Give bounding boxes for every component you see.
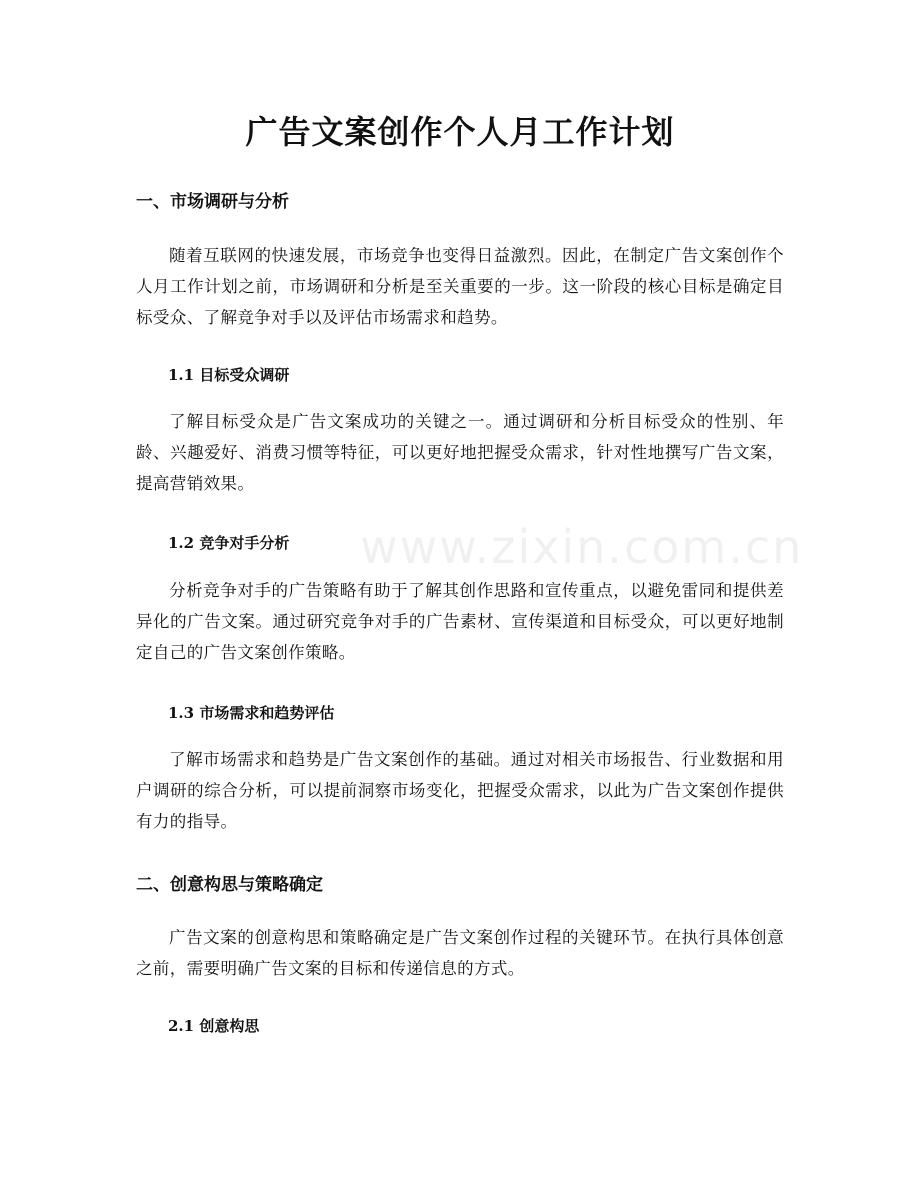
subsection-1-2-text: 分析竞争对手的广告策略有助于了解其创作思路和宣传重点，以避免雷同和提供差异化的广告文案。通过研究竞争对手的广告素材、宣传渠道和目标受众，可以更好地制定自己的广告文案创作策略。 xyxy=(136,581,784,662)
document-title: 广告文案创作个人月工作计划 xyxy=(245,113,675,151)
section-2-heading: 二、创意构思与策略确定 xyxy=(136,875,323,895)
watermark: www.zixin.com.cn xyxy=(360,520,804,574)
subsection-2-1-heading: 2.1 创意构思 xyxy=(168,1017,260,1035)
subsection-1-1-heading: 1.1 目标受众调研 xyxy=(168,366,290,384)
subsection-1-2-heading: 1.2 竞争对手分析 xyxy=(168,534,290,552)
section-2-intro: 广告文案的创意构思和策略确定是广告文案创作过程的关键环节。在执行具体创意之前，需要明确广告文案的目标和传递信息的方式。 xyxy=(136,928,784,978)
subsection-1-1-text: 了解目标受众是广告文案成功的关键之一。通过调研和分析目标受众的性别、年龄、兴趣爱好、消费习惯等特征，可以更好地把握受众需求，针对性地撰写广告文案，提高营销效果。 xyxy=(136,412,784,493)
section-1-heading: 一、市场调研与分析 xyxy=(136,192,289,212)
section-1-intro: 随着互联网的快速发展，市场竞争也变得日益激烈。因此，在制定广告文案创作个人月工作计划之前，市场调研和分析是至关重要的一步。这一阶段的核心目标是确定目标受众、了解竞争对手以及评估市场需求和趋势。 xyxy=(136,246,784,327)
subsection-1-3-text: 了解市场需求和趋势是广告文案创作的基础。通过对相关市场报告、行业数据和用户调研的综合分析，可以提前洞察市场变化，把握受众需求，以此为广告文案创作提供有力的指导。 xyxy=(136,750,784,831)
subsection-1-3-heading: 1.3 市场需求和趋势评估 xyxy=(168,704,335,722)
